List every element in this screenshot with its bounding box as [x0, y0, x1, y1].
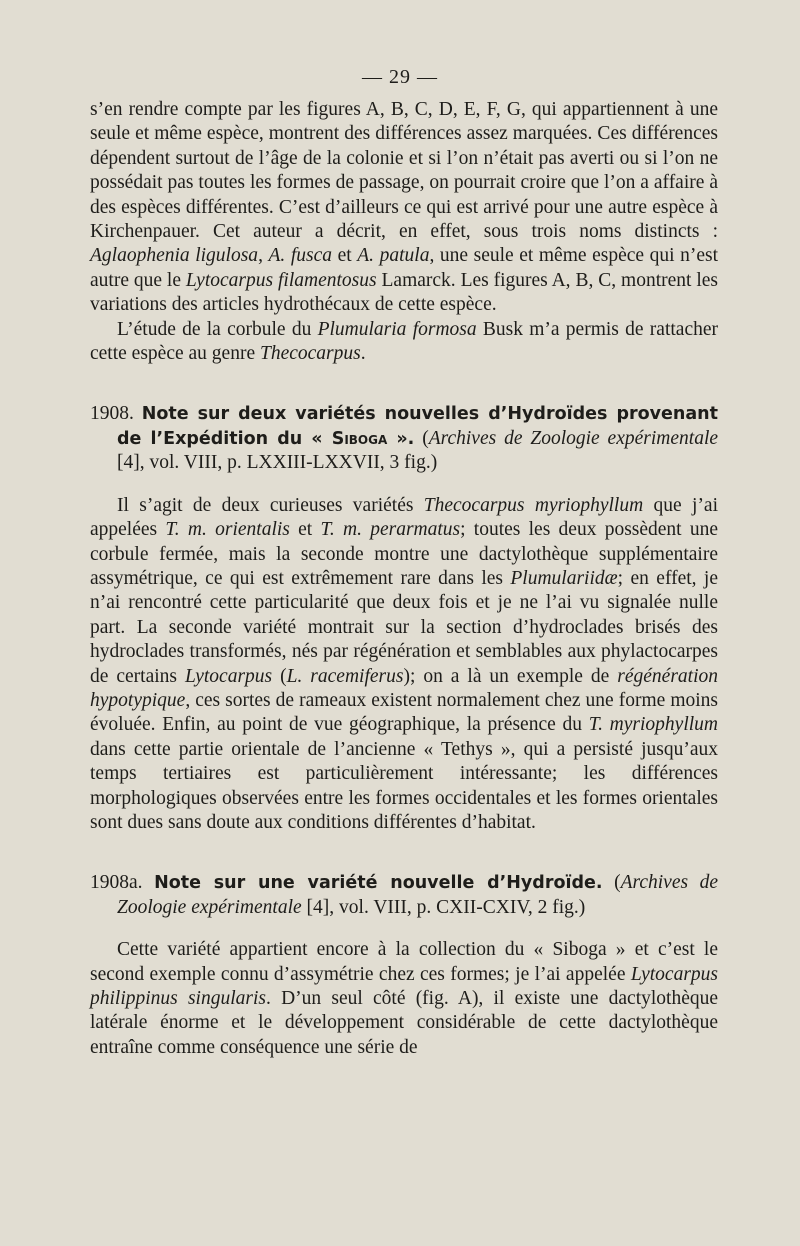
text-run: , ces sortes de rameaux existent normalement chez une forme moins évoluée. Enfin, au point de vue géographique, la présence du: [90, 689, 718, 736]
text-run: ); on a là un exemple de: [403, 665, 618, 687]
journal-name: Archives de Zoologie expérimentale: [117, 872, 719, 918]
text-run: Busk m’a permis de rattacher cette espèce au genre: [90, 318, 718, 365]
species-name: Thecocarpus myriophyllum: [423, 494, 644, 516]
family-name: Plumulariidæ: [510, 567, 618, 589]
entry-1908a-heading: [90, 871, 718, 920]
entry-title: Note sur une variété nouvelle d’Hydroïde.: [154, 873, 603, 894]
text-run: et: [332, 245, 358, 267]
intro-paragraph-2: [90, 318, 718, 367]
expedition-name: Siboga: [331, 428, 388, 449]
spacer: [90, 476, 718, 494]
title-part: Note sur deux variétés nouvelles d’Hydroïdes provenant de l’Expédition du «: [117, 404, 718, 449]
spacer: [90, 920, 718, 938]
page-number: — 29 —: [362, 66, 438, 88]
text-run: ; toutes les deux possèdent une corbule fermée, mais la seconde montre une dactylothèque supplémentaire assymétrique, ce qui est extrêmement rare dans les: [90, 519, 719, 589]
species-name: Lytocarpus philippinus singularis: [90, 963, 718, 1009]
text-run: Lamarck. Les figures A, B, C, montrent les variations des articles hydrothécaux de cette espèce.: [90, 269, 718, 316]
text-run: ; en effet, je n’ai rencontré cette particularité que deux fois et je ne l’ai vu signalée nulle part. La seconde variété montrait sur la section d’hydroclades brisés des hydroclades transformés, nés par régénération et semblables aux phylactocarpes de certains: [90, 567, 719, 687]
text-run: et: [289, 519, 321, 541]
entry-1908-heading: [90, 402, 718, 475]
species-name: L. racemiferus: [286, 665, 404, 687]
genus-name: Thecocarpus: [259, 343, 361, 365]
species-name: Plumularia formosa: [317, 318, 477, 340]
text-run: dans cette partie orientale de l’ancienne « Tethys », qui a persisté jusqu’aux temps tertiaires est particulièrement intéressante; les différences morphologiques observées entre les formes occidentales et les formes orientales sont dues sans doute aux conditions différentes d’habitat.: [90, 738, 718, 833]
title-part: ».: [387, 428, 415, 449]
text-run: s’en rendre compte par les figures A, B, C, D, E, F, G, qui appartiennent à une seule et même espèce, montrent des différences assez marquées. Ces différences dépendent surtout de l’âge de la colonie et si l’on n’était pas averti ou si l’on ne possédait pas toutes les formes de passage, on pourrait croire que l’on a affaire à des espèces différentes. C’est d’ailleurs ce qui est arrivé pour une autre espèce à Kirchenpauer. Cet auteur a décrit, en effet, sous trois noms distincts :: [90, 99, 718, 243]
species-name: A. patula: [357, 245, 430, 267]
text-run: que j’ai appelées: [90, 494, 719, 541]
species-name: T. m. orientalis: [165, 519, 290, 541]
term: régénération hypotypique: [90, 665, 719, 711]
text-run: , une seule et même espèce qui n’est autre que le: [90, 245, 719, 291]
species-name: T. m. perarmatus: [320, 519, 461, 541]
reference-open: (: [602, 872, 621, 894]
reference-details: [4], vol. VIII, p. CXII-CXIV, 2 fig.): [301, 896, 586, 918]
entry-1908-body: [90, 494, 718, 836]
species-name: Lytocarpus filamentosus: [185, 269, 377, 291]
entry-1908a-body: [90, 938, 718, 1060]
entry-number: 1908.: [90, 403, 134, 425]
intro-paragraph-1: [90, 98, 718, 318]
entry-number: 1908a.: [90, 872, 143, 894]
text-run: ,: [258, 245, 269, 267]
text-run: L’étude de la corbule du: [117, 318, 318, 340]
species-name: T. myriophyllum: [588, 714, 718, 736]
species-name: A. fusca: [268, 245, 333, 267]
text-run: Il s’agit de deux curieuses variétés: [117, 494, 424, 516]
journal-name: Archives de Zoologie expérimentale: [428, 427, 719, 449]
text-run: . D’un seul côté (fig. A), il existe une dactylothèque latérale énorme et le développement considérable de cette dactylothèque entraîne comme conséquence une série de: [90, 988, 719, 1058]
page-body: [90, 98, 718, 1060]
text-run: (: [272, 665, 287, 687]
text-run: .: [360, 343, 366, 365]
species-name: Aglaophenia ligulosa: [90, 245, 259, 267]
reference-details: [4], vol. VIII, p. LXXIII-LXXVII, 3 fig.): [117, 452, 438, 474]
reference-open: (: [414, 427, 429, 449]
genus-name: Lytocarpus: [184, 665, 273, 687]
text-run: Cette variété appartient encore à la collection du « Siboga » et c’est le second exemple connu d’assymétrie chez ces formes; je l’ai appelée: [90, 939, 718, 985]
